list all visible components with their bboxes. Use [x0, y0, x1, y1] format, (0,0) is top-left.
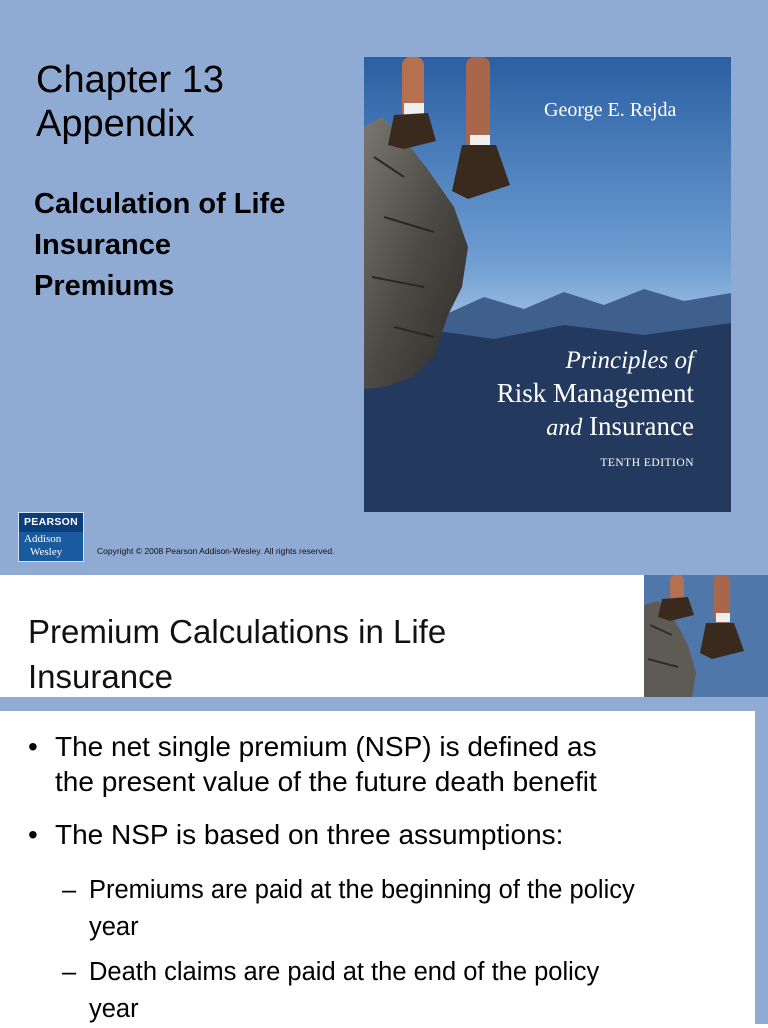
bullet-line: The net single premium (NSP) is defined as: [55, 731, 597, 762]
sub-bullet-line: Premiums are paid at the beginning of the policy: [89, 876, 635, 904]
slide-title-line1: Premium Calculations in Life: [28, 613, 447, 650]
sub-bullet-line: year: [89, 913, 139, 941]
bullet-content: [0, 711, 755, 1024]
bullet-icon: •: [28, 819, 38, 850]
corner-photo-illustration: [644, 575, 768, 697]
slide-subtitle: [34, 184, 344, 307]
book-title-line2: Risk Management: [496, 378, 694, 408]
subtitle-line2: Insurance: [34, 229, 171, 261]
book-cover: [364, 57, 731, 512]
chapter-title-line1: Chapter 13: [36, 59, 225, 101]
chapter-title-line2: Appendix: [36, 103, 195, 145]
slide-title-line2: Insurance: [28, 658, 173, 695]
copyright-notice: Copyright © 2008 Pearson Addison-Wesley. All rights reserved.: [97, 546, 335, 556]
book-title-line3: [364, 410, 694, 445]
sub-bullet-line: Death claims are paid at the end of the policy: [89, 958, 600, 986]
bullet-line: The NSP is based on three assumptions:: [55, 819, 564, 850]
logo-addison: Addison: [24, 533, 62, 545]
slide-title: [28, 609, 588, 699]
bullet-line: the present value of the future death benefit: [55, 766, 597, 797]
book-edition: TENTH EDITION: [600, 457, 694, 469]
book-title-line1: Principles of: [565, 347, 694, 374]
chapter-title: [36, 58, 224, 146]
content-slide: [0, 575, 768, 1024]
dash-icon: –: [62, 876, 77, 904]
pearson-logo: [18, 512, 84, 562]
sub-bullet-line: year: [89, 995, 139, 1023]
logo-wesley: Wesley: [30, 546, 63, 558]
addison-wesley-wordmark: [24, 533, 62, 559]
corner-climber-photo: [644, 575, 768, 697]
book-author: George E. Rejda: [544, 99, 677, 121]
dash-icon: –: [62, 958, 77, 986]
bullet-icon: •: [28, 731, 38, 762]
pearson-logo-top: PEARSON: [19, 513, 83, 532]
book-title: [364, 345, 694, 445]
book-title-insurance: Insurance: [582, 411, 694, 441]
subtitle-line3: Premiums: [34, 270, 175, 302]
subtitle-line1: Calculation of Life: [34, 188, 286, 220]
book-title-and: and: [546, 415, 583, 441]
